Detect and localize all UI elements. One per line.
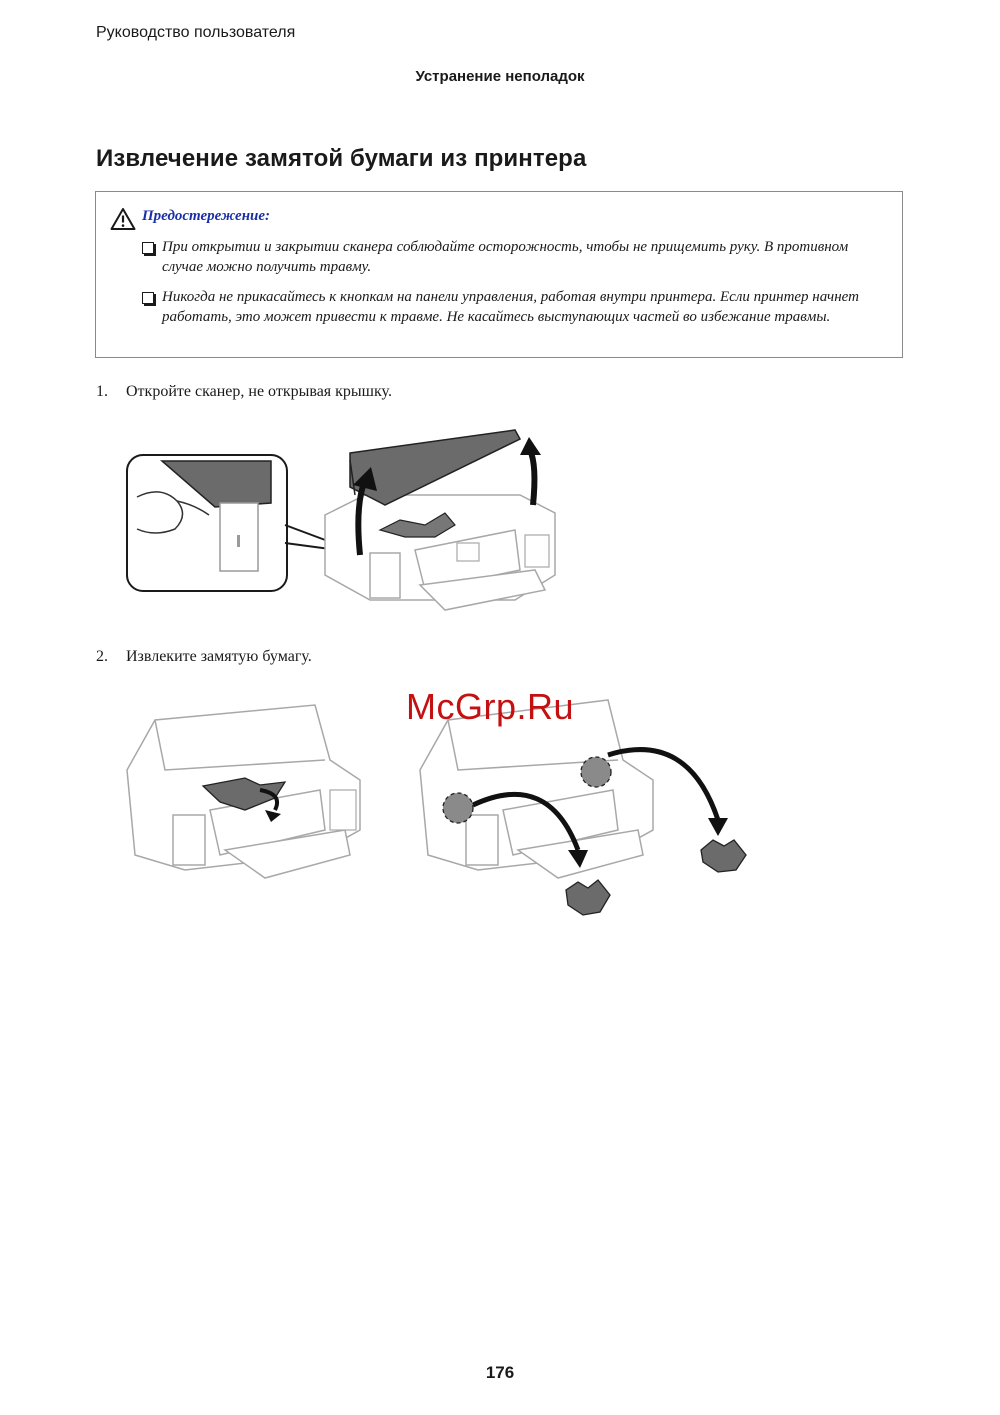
caution-box	[95, 191, 903, 358]
caution-item-text: При открытии и закрытии сканера соблюдайте осторожность, чтобы не прищемить руку. В противном случае можно получить травму.	[162, 239, 849, 275]
caution-title: Предостережение:	[142, 208, 271, 224]
step-text: Откройте сканер, не открывая крышку.	[126, 383, 392, 400]
watermark: McGrp.Ru	[406, 686, 575, 727]
caution-item	[142, 287, 887, 327]
page-title: Извлечение замятой бумаги из принтера	[96, 145, 587, 172]
step-text: Извлеките замятую бумагу.	[126, 648, 312, 665]
open-scanner-illustration	[125, 425, 565, 620]
checkbox-bullet-icon	[142, 292, 154, 304]
caution-item-text: Никогда не прикасайтесь к кнопкам на панели управления, работая внутри принтера. Если принтер начнет работать, это может привести к травме. Не касайтесь выступающих частей во избежание травмы.	[162, 289, 859, 325]
step-number: 1.	[96, 383, 108, 400]
warning-triangle-icon	[110, 207, 136, 231]
section-header: Устранение неполадок	[415, 68, 585, 85]
checkbox-bullet-icon	[142, 242, 154, 254]
step-number: 2.	[96, 648, 108, 665]
remove-paper-illustration	[125, 690, 365, 890]
caution-item	[142, 237, 887, 277]
document-title: Руководство пользователя	[96, 24, 296, 41]
page-number: 176	[485, 1363, 515, 1382]
